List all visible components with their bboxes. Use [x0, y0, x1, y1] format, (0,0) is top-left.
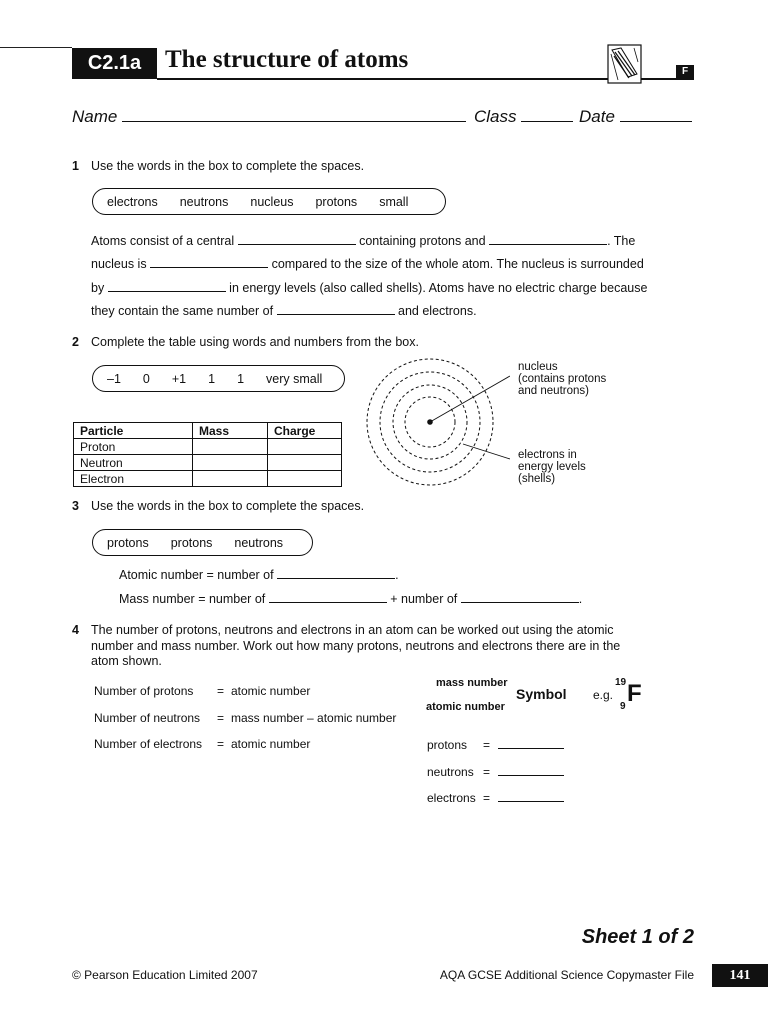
charge-cell[interactable] [268, 439, 342, 455]
table-header: Particle [74, 423, 193, 439]
atomic-subscript: 9 [620, 701, 626, 712]
answer-blank[interactable] [498, 748, 564, 749]
electrons-label: electrons in energy levels (shells) [518, 449, 586, 485]
worksheet-code: C2.1a [72, 48, 157, 79]
date-field[interactable] [579, 107, 692, 127]
name-blank[interactable] [122, 121, 466, 122]
nucleus-label: nucleus (contains protons and neutrons) [518, 361, 607, 397]
charge-cell[interactable] [268, 455, 342, 471]
protons-answer: protons = [427, 738, 564, 752]
mass-cell[interactable] [193, 471, 268, 487]
charge-cell[interactable] [268, 471, 342, 487]
table-row [74, 455, 342, 471]
page-number: 141 [712, 964, 768, 987]
word: –1 [107, 371, 121, 386]
book-pages-icon [607, 44, 642, 84]
word: 1 [237, 371, 245, 386]
class-label: Class [474, 107, 517, 126]
element-symbol: F [627, 680, 642, 707]
word: protons [170, 535, 213, 550]
mass-superscript: 19 [615, 677, 627, 688]
example-label: e.g. [593, 688, 614, 702]
tier-badge: F [676, 65, 694, 78]
mass-cell[interactable] [193, 455, 268, 471]
answer-blank[interactable] [498, 801, 564, 802]
class-blank[interactable] [521, 121, 573, 122]
date-blank[interactable] [620, 121, 692, 122]
table-header: Mass [193, 423, 268, 439]
particle-table [73, 422, 342, 487]
word: neutrons [234, 535, 284, 550]
rule-row: Number of neutrons = mass number – atomic number [94, 711, 397, 725]
particle-name: Neutron [74, 455, 193, 471]
q3-number: 3 [72, 499, 79, 513]
answer-blank[interactable] [277, 578, 395, 579]
atomic-number-label: atomic number [426, 701, 505, 713]
q1-line: by in energy levels (also called shells). Atoms have no electric charge because [91, 280, 648, 295]
page-title: The structure of atoms [165, 46, 409, 73]
nucleus-pointer [430, 376, 510, 422]
answer-blank[interactable] [108, 291, 226, 292]
word: +1 [171, 371, 187, 386]
word: very small [266, 371, 323, 386]
atom-diagram [360, 355, 510, 495]
q1-line: Atoms consist of a central containing protons and . The [91, 234, 636, 248]
answer-blank[interactable] [498, 775, 564, 776]
answer-blank[interactable] [277, 314, 395, 315]
q2-prompt: Complete the table using words and numbers from the box. [91, 335, 419, 349]
answer-blank[interactable] [150, 267, 268, 268]
word: 0 [142, 371, 150, 386]
word: nucleus [250, 194, 294, 209]
answer-blank[interactable] [238, 244, 356, 245]
mass-number-line: Mass number = number of + number of . [119, 592, 583, 606]
publication-title: AQA GCSE Additional Science Copymaster File [439, 968, 694, 982]
q2-number: 2 [72, 335, 79, 349]
mass-number-label: mass number [436, 677, 508, 689]
copyright: © Pearson Education Limited 2007 [72, 968, 258, 982]
name-field[interactable] [72, 107, 466, 127]
rule-row: Number of electrons = atomic number [94, 737, 311, 751]
particle-name: Proton [74, 439, 193, 455]
electrons-answer: electrons = [427, 791, 564, 805]
q1-paragraph [91, 230, 696, 323]
neutrons-answer: neutrons = [427, 765, 564, 779]
word: small [379, 194, 409, 209]
header-top-rule [0, 47, 72, 48]
q1-line: nucleus is compared to the size of the whole atom. The nucleus is surrounded [91, 257, 644, 272]
name-label: Name [72, 107, 118, 126]
sheet-indicator: Sheet 1 of 2 [581, 926, 694, 948]
answer-blank[interactable] [461, 602, 579, 603]
answer-blank[interactable] [489, 244, 607, 245]
q3-prompt: Use the words in the box to complete the spaces. [91, 499, 365, 513]
word: protons [315, 194, 358, 209]
particle-name: Electron [74, 471, 193, 487]
table-row [74, 471, 342, 487]
symbol-label: Symbol [516, 686, 567, 702]
q2-word-box [92, 365, 345, 392]
q4-number: 4 [72, 623, 79, 637]
class-field[interactable] [474, 107, 573, 127]
table-header: Charge [268, 423, 342, 439]
q1-word-box [92, 188, 446, 215]
atomic-number-line: Atomic number = number of . [119, 568, 399, 582]
date-label: Date [579, 107, 615, 126]
q1-number: 1 [72, 159, 79, 173]
electrons-pointer [463, 444, 510, 459]
q1-prompt: Use the words in the box to complete the spaces. [91, 159, 365, 173]
word: neutrons [179, 194, 229, 209]
word: 1 [208, 371, 216, 386]
q4-prompt: The number of protons, neutrons and electrons in an atom can be worked out using the atomic number and mass number. Work out how many protons, neutrons and electrons there are in the atom shown. [91, 623, 621, 668]
q1-line: they contain the same number of and electrons. [91, 303, 477, 318]
table-row [74, 439, 342, 455]
mass-cell[interactable] [193, 439, 268, 455]
word: protons [107, 535, 149, 550]
q3-word-box [92, 529, 313, 556]
answer-blank[interactable] [269, 602, 387, 603]
word: electrons [107, 194, 158, 209]
rule-row: Number of protons = atomic number [94, 684, 311, 698]
